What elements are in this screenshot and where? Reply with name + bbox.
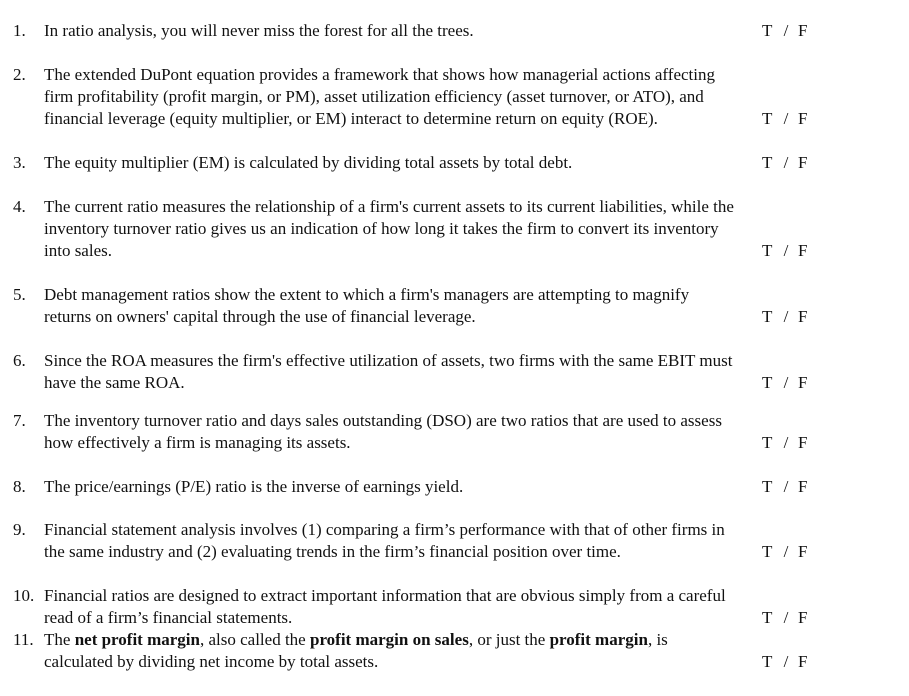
question-line: into sales. xyxy=(44,241,112,260)
choice-separator: / xyxy=(783,477,789,496)
question-number: 3. xyxy=(13,153,26,172)
true-option[interactable]: T xyxy=(762,109,773,128)
false-option[interactable]: F xyxy=(798,433,808,452)
question-text xyxy=(44,350,744,394)
question-number: 1. xyxy=(13,21,26,40)
question-text xyxy=(44,629,744,673)
question-text xyxy=(44,476,744,498)
question-number: 2. xyxy=(13,65,26,84)
question-number: 9. xyxy=(13,520,26,539)
false-option[interactable]: F xyxy=(798,652,808,671)
question-line: Debt management ratios show the extent to which a firm's managers are attempting to magnify xyxy=(44,285,690,304)
question-text xyxy=(44,585,744,629)
choice-separator: / xyxy=(783,21,789,40)
question-line: how effectively a firm is managing its assets. xyxy=(44,433,351,452)
question-line: In ratio analysis, you will never miss the forest for all the trees. xyxy=(44,21,474,40)
question-number: 6. xyxy=(13,351,26,370)
question-text xyxy=(44,284,744,328)
true-false-choice[interactable] xyxy=(762,306,812,328)
true-false-choice[interactable] xyxy=(762,476,812,498)
question-line: returns on owners' capital through the use of financial leverage. xyxy=(44,307,476,326)
question-number: 7. xyxy=(13,411,26,430)
question-line: The price/earnings (P/E) ratio is the inverse of earnings yield. xyxy=(44,477,464,496)
question-line: Since the ROA measures the firm's effective utilization of assets, two firms with the same EBIT must xyxy=(44,351,733,370)
true-option[interactable]: T xyxy=(762,373,773,392)
question-line: calculated by dividing net income by total assets. xyxy=(44,652,379,671)
true-option[interactable]: T xyxy=(762,21,773,40)
true-option[interactable]: T xyxy=(762,153,773,172)
question-line xyxy=(44,629,744,651)
choice-separator: / xyxy=(783,153,789,172)
text-run: , is xyxy=(647,630,668,649)
question-text xyxy=(44,64,744,130)
choice-separator: / xyxy=(783,373,789,392)
question-text xyxy=(44,152,744,174)
bold-term-profit-margin: profit margin xyxy=(549,630,648,649)
bold-term-net-profit-margin: net profit margin xyxy=(74,630,200,649)
true-false-choice[interactable] xyxy=(762,20,812,42)
bold-term-profit-margin-on-sales: profit margin on sales xyxy=(309,630,469,649)
true-option[interactable]: T xyxy=(762,433,773,452)
question-line: The current ratio measures the relationship of a firm's current assets to its current liabilities, while the xyxy=(44,197,734,216)
false-option[interactable]: F xyxy=(798,109,808,128)
choice-separator: / xyxy=(783,241,789,260)
false-option[interactable]: F xyxy=(798,21,808,40)
false-option[interactable]: F xyxy=(798,241,808,260)
choice-separator: / xyxy=(783,652,789,671)
true-false-choice[interactable] xyxy=(762,541,812,563)
true-false-choice[interactable] xyxy=(762,240,812,262)
false-option[interactable]: F xyxy=(798,477,808,496)
question-text xyxy=(44,20,744,42)
false-option[interactable]: F xyxy=(798,608,808,627)
question-line: Financial statement analysis involves (1) comparing a firm’s performance with that of other firms in xyxy=(44,520,725,539)
question-line: The inventory turnover ratio and days sales outstanding (DSO) are two ratios that are used to assess xyxy=(44,411,722,430)
text-run: The xyxy=(44,630,75,649)
true-false-choice[interactable] xyxy=(762,372,812,394)
choice-separator: / xyxy=(783,608,789,627)
choice-separator: / xyxy=(783,433,789,452)
question-line: inventory turnover ratio gives us an indication of how long it takes the firm to convert its inventory xyxy=(44,219,719,238)
true-false-choice[interactable] xyxy=(762,607,812,629)
question-line: The equity multiplier (EM) is calculated by dividing total assets by total debt. xyxy=(44,153,573,172)
question-number: 11. xyxy=(13,630,34,649)
question-line: financial leverage (equity multiplier, or EM) interact to determine return on equity (ROE). xyxy=(44,109,658,128)
true-false-choice[interactable] xyxy=(762,152,812,174)
true-option[interactable]: T xyxy=(762,652,773,671)
false-option[interactable]: F xyxy=(798,307,808,326)
false-option[interactable]: F xyxy=(798,373,808,392)
question-line: have the same ROA. xyxy=(44,373,185,392)
question-line: The extended DuPont equation provides a framework that shows how managerial actions affecting xyxy=(44,65,715,84)
question-text xyxy=(44,410,744,454)
text-run: , also called the xyxy=(199,630,310,649)
question-line: the same industry and (2) evaluating trends in the firm’s financial position over time. xyxy=(44,542,621,561)
question-line: read of a firm’s financial statements. xyxy=(44,608,293,627)
true-option[interactable]: T xyxy=(762,241,773,260)
true-option[interactable]: T xyxy=(762,608,773,627)
question-line: firm profitability (profit margin, or PM), asset utilization efficiency (asset turnover, or ATO), and xyxy=(44,87,704,106)
text-run: , or just the xyxy=(468,630,550,649)
choice-separator: / xyxy=(783,542,789,561)
true-false-choice[interactable] xyxy=(762,432,812,454)
false-option[interactable]: F xyxy=(798,542,808,561)
false-option[interactable]: F xyxy=(798,153,808,172)
choice-separator: / xyxy=(783,307,789,326)
question-line: Financial ratios are designed to extract important information that are obvious simply from a careful xyxy=(44,586,726,605)
true-option[interactable]: T xyxy=(762,477,773,496)
true-false-choice[interactable] xyxy=(762,108,812,130)
true-option[interactable]: T xyxy=(762,307,773,326)
question-text xyxy=(44,196,744,262)
true-false-choice[interactable] xyxy=(762,651,812,673)
question-number: 4. xyxy=(13,197,26,216)
question-text xyxy=(44,519,744,563)
true-option[interactable]: T xyxy=(762,542,773,561)
question-number: 5. xyxy=(13,285,26,304)
question-number: 10. xyxy=(13,586,35,605)
question-number: 8. xyxy=(13,477,26,496)
choice-separator: / xyxy=(783,109,789,128)
